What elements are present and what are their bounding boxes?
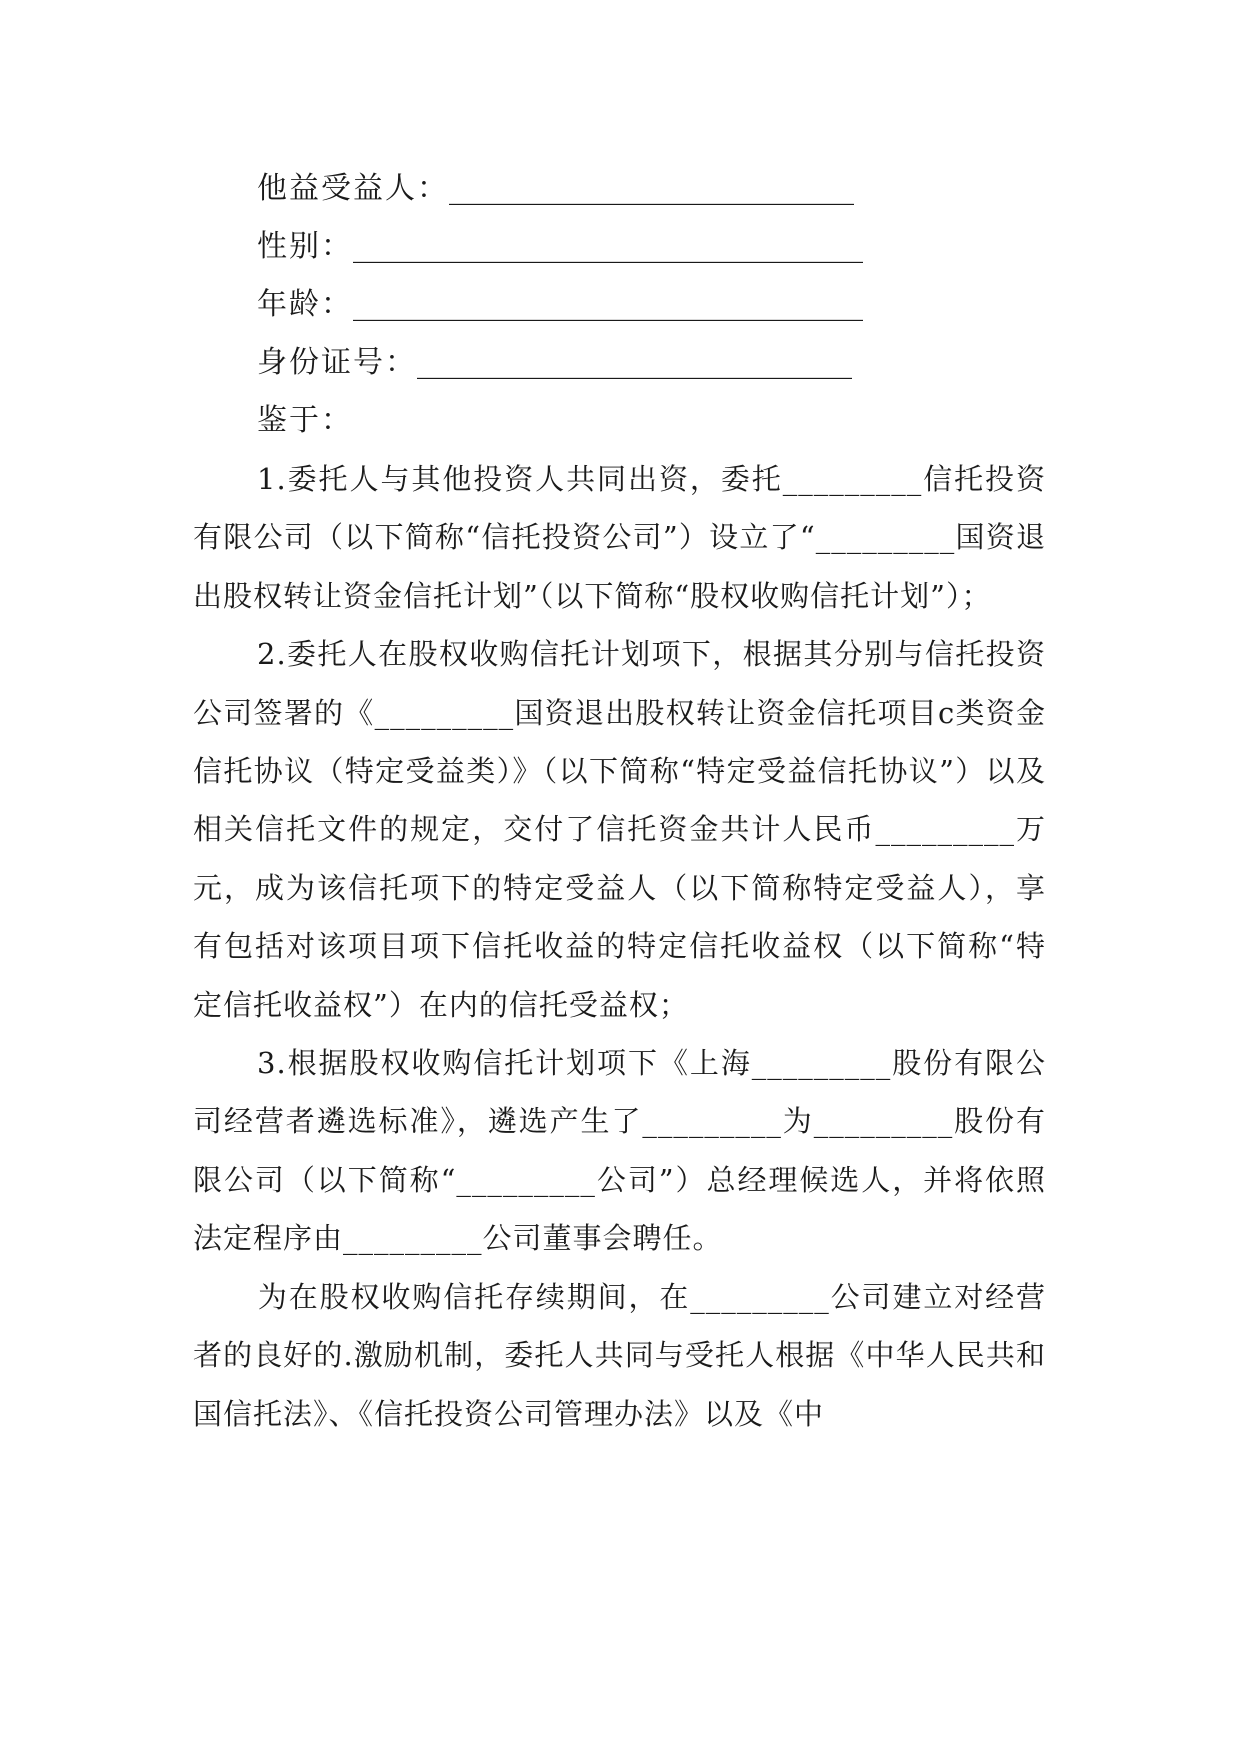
id-number-blank: _____________________________ xyxy=(417,345,852,380)
whereas-clause-2 xyxy=(193,625,1046,1034)
age-label: 年龄： xyxy=(257,287,353,322)
gender-field xyxy=(257,218,1046,276)
beneficiary-blank: ___________________________ xyxy=(449,171,854,206)
age-blank: __________________________________ xyxy=(353,287,863,322)
whereas-clause-1-text: 1.委托人与其他投资人共同出资，委托_________信托投资有限公司（以下简称“信托投资公司”）设立了“_________国资退出股权转让资金信托计划”（以下简称“股权收购信托计划”）； xyxy=(193,462,1046,613)
id-number-label: 身份证号： xyxy=(257,345,417,380)
age-field xyxy=(257,276,1046,334)
document-body xyxy=(193,160,1046,1443)
beneficiary-label: 他益受益人： xyxy=(257,171,449,206)
beneficiary-field xyxy=(257,160,1046,218)
whereas-clause-1 xyxy=(193,450,1046,625)
whereas-clause-3 xyxy=(193,1034,1046,1268)
whereas-clause-2-text: 2.委托人在股权收购信托计划项下，根据其分别与信托投资公司签署的《_________国资退出股权转让资金信托项目c类资金信托协议（特定受益类）》（以下简称“特定受益信托协议”）以及相关信托文件的规定，交付了信托资金共计人民币_________万元，成为该信托项下的特定受益人（以下简称特定受益人），享有包括对该项目项下信托收益的特定信托收益权（以下简称“特定信托收益权”）在内的信托受益权； xyxy=(193,637,1046,1022)
purpose-paragraph-text: 为在股权收购信托存续期间，在_________公司建立对经营者的良好的.激励机制，委托人共同与受托人根据《中华人民共和国信托法》、《信托投资公司管理办法》以及《中 xyxy=(193,1279,1046,1431)
purpose-paragraph xyxy=(193,1268,1046,1443)
whereas-clause-3-text: 3.根据股权收购信托计划项下《上海_________股份有限公司经营者遴选标准》，遴选产生了_________为_________股份有限公司（以下简称“_________公司”）总经理候选人，并将依照法定程序由_________公司董事会聘任。 xyxy=(193,1046,1046,1256)
whereas-heading: 鉴于： xyxy=(257,403,353,438)
gender-blank: __________________________________ xyxy=(353,229,863,264)
gender-label: 性别： xyxy=(257,229,353,264)
id-number-field xyxy=(257,334,1046,392)
